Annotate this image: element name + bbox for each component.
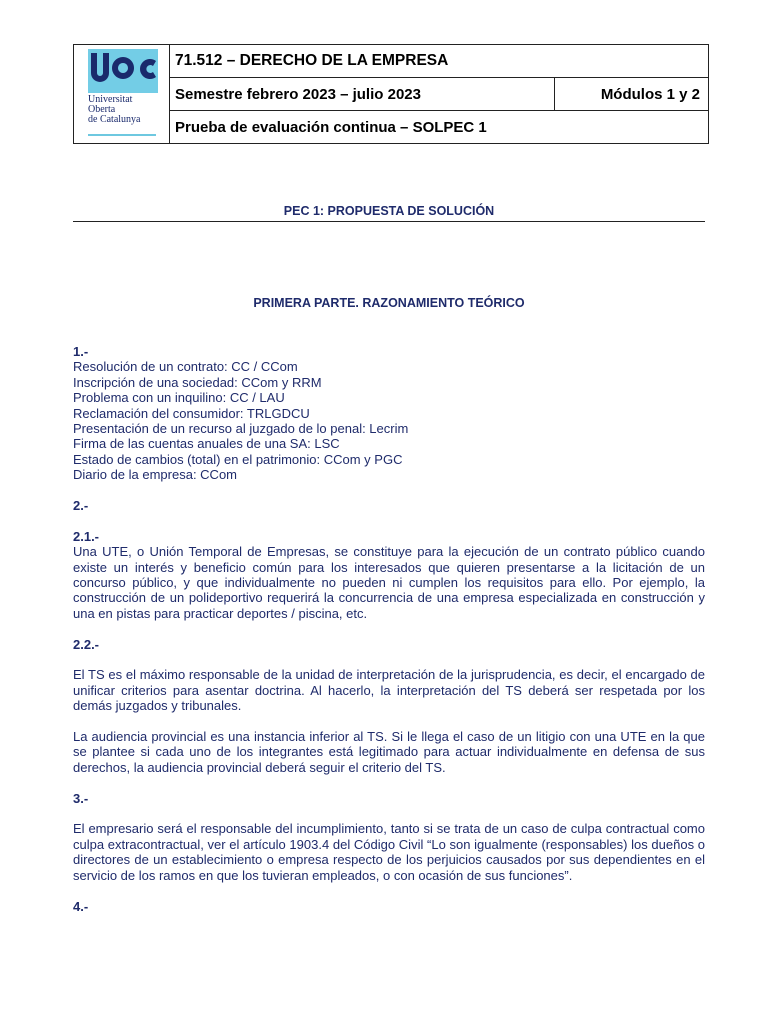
pec-title: PEC 1: PROPUESTA DE SOLUCIÓN — [283, 204, 495, 218]
logo-line: Oberta — [88, 104, 116, 115]
question-number: 1.- — [73, 344, 89, 359]
list-item: Diario de la empresa: CCom — [73, 467, 238, 483]
answer-paragraph: El TS es el máximo responsable de la unidad de interpretación de la jurisprudencia, es decir, el encargado de unificar criterios para asentar doctrina. Al hacerlo, la interpretación del TS deberá ser respetada por los demás juzgados y tribunales. — [73, 667, 705, 714]
semester-label: Semestre febrero 2023 – julio 2023 — [175, 86, 421, 103]
list-item: Reclamación del consumidor: TRLGDCU — [73, 405, 310, 421]
semester-row — [170, 78, 708, 111]
list-item: Presentación de un recurso al juzgado de lo penal: Lecrim — [73, 421, 409, 437]
course-title: 71.512 – DERECHO DE LA EMPRESA — [170, 45, 708, 78]
uoc-logo — [74, 45, 170, 143]
question-number: 3.- — [73, 790, 89, 806]
question-number: 2.- — [73, 498, 89, 514]
uoc-logo-text — [88, 95, 140, 125]
header-table — [73, 44, 709, 144]
document-body — [73, 344, 705, 914]
modules-label: Módulos 1 y 2 — [600, 86, 700, 103]
uoc-logo-mark — [88, 49, 158, 93]
list-item: Estado de cambios (total) en el patrimonio: CCom y PGC — [73, 451, 403, 467]
list-item: Problema con un inquilino: CC / LAU — [73, 390, 285, 406]
logo-line: de Catalunya — [88, 114, 141, 125]
list-item: Firma de las cuentas anuales de una SA: LSC — [73, 436, 340, 452]
title-divider — [73, 221, 705, 222]
answer-paragraph: El empresario será el responsable del incumplimiento, tanto si se trata de un caso de culpa contractual como culpa extracontractual, ver el artículo 1903.4 del Código Civil “Lo son igualmente (responsables) los dueños o directores de un establecimiento o empresa respecto de los perjuicios causados por sus dependientes en el servicio de los ramos en que los tuvieran empleados, o con ocasión de sus funciones”. — [73, 821, 705, 883]
answer-paragraph: La audiencia provincial es una instancia inferior al TS. Si le llega el caso de un litigio con una UTE en la que se plantee si cada uno de los integrantes está legitimado para actuar individualmente en defensa de sus derechos, la audiencia provincial deberá seguir el criterio del TS. — [73, 729, 705, 775]
part-title: PRIMERA PARTE. RAZONAMIENTO TEÓRICO — [253, 296, 525, 310]
list-item: Inscripción de una sociedad: CCom y RRM — [73, 374, 322, 390]
answer-paragraph: Una UTE, o Unión Temporal de Empresas, se constituye para la ejecución de un contrato público cuando existe un interés y beneficio común para los interesados que quieren presentarse a la licitación de un concurso público, y que individualmente no pueden ni cumplen los requisitos para ello. Por ejemplo, la construcción de un polideportivo requerirá la concurrencia de una empresa especializada en construcción y una en pistas para practicar deportes / piscina, etc. — [73, 544, 705, 621]
assessment-title: Prueba de evaluación continua – SOLPEC 1 — [175, 118, 487, 136]
question-number: 4.- — [73, 898, 89, 914]
list-item: Resolución de un contrato: CC / CCom — [73, 359, 298, 375]
logo-rule — [88, 134, 156, 136]
subquestion-number: 2.1.- — [73, 528, 100, 544]
subquestion-number: 2.2.- — [73, 636, 100, 652]
logo-line: Universitat — [88, 94, 133, 105]
